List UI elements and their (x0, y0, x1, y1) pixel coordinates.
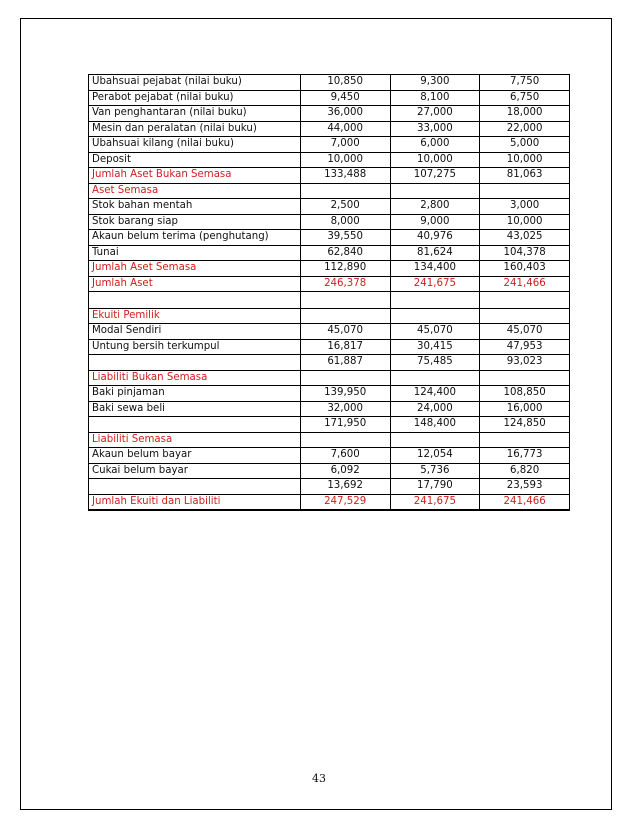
table-row (89, 214, 570, 230)
value-col-2 (390, 308, 480, 324)
value-col-2: 33,000 (390, 121, 480, 137)
value-col-2: 107,275 (390, 168, 480, 184)
value-col-1: 171,950 (300, 417, 390, 433)
value-col-2: 5,736 (390, 463, 480, 479)
value-col-1: 112,890 (300, 261, 390, 277)
value-col-3: 45,070 (480, 324, 570, 340)
value-col-2: 6,000 (390, 137, 480, 153)
row-label: Mesin dan peralatan (nilai buku) (89, 121, 301, 137)
value-col-2: 2,800 (390, 199, 480, 215)
value-col-1: 139,950 (300, 386, 390, 402)
value-col-1: 39,550 (300, 230, 390, 246)
table-row (89, 401, 570, 417)
value-col-3: 241,466 (480, 494, 570, 510)
table-row (89, 463, 570, 479)
value-col-3 (480, 183, 570, 199)
value-col-2: 148,400 (390, 417, 480, 433)
value-col-1: 6,092 (300, 463, 390, 479)
value-col-2: 124,400 (390, 386, 480, 402)
value-col-2: 24,000 (390, 401, 480, 417)
row-label: Cukai belum bayar (89, 463, 301, 479)
value-col-3 (480, 432, 570, 448)
value-col-1: 36,000 (300, 106, 390, 122)
table-row (89, 479, 570, 495)
row-label (89, 355, 301, 371)
value-col-1 (300, 370, 390, 386)
value-col-3: 10,000 (480, 214, 570, 230)
row-label: Liabiliti Bukan Semasa (89, 370, 301, 386)
value-col-3: 43,025 (480, 230, 570, 246)
row-label: Ubahsuai kilang (nilai buku) (89, 137, 301, 153)
table-row (89, 355, 570, 371)
table-row (89, 494, 570, 510)
value-col-1: 61,887 (300, 355, 390, 371)
table-row (89, 106, 570, 122)
table-row (89, 432, 570, 448)
table-row (89, 386, 570, 402)
table-row (89, 75, 570, 91)
table-row (89, 370, 570, 386)
value-col-2 (390, 432, 480, 448)
table-row (89, 245, 570, 261)
table-row (89, 168, 570, 184)
row-label: Modal Sendiri (89, 324, 301, 340)
table-row (89, 230, 570, 246)
row-label: Baki sewa beli (89, 401, 301, 417)
page-number: 43 (312, 772, 326, 785)
value-col-1: 247,529 (300, 494, 390, 510)
value-col-3: 93,023 (480, 355, 570, 371)
value-col-1: 10,000 (300, 152, 390, 168)
value-col-1: 7,600 (300, 448, 390, 464)
value-col-2 (390, 370, 480, 386)
row-label: Tunai (89, 245, 301, 261)
value-col-3: 241,466 (480, 276, 570, 292)
table-row (89, 90, 570, 106)
value-col-1: 7,000 (300, 137, 390, 153)
value-col-2: 10,000 (390, 152, 480, 168)
value-col-2: 9,300 (390, 75, 480, 91)
value-col-3: 108,850 (480, 386, 570, 402)
value-col-2: 45,070 (390, 324, 480, 340)
value-col-3 (480, 292, 570, 309)
row-label: Jumlah Aset Semasa (89, 261, 301, 277)
table-row (89, 308, 570, 324)
row-label: Ekuiti Pemilik (89, 308, 301, 324)
balance-sheet-body (89, 75, 570, 510)
value-col-3: 5,000 (480, 137, 570, 153)
row-label: Untung bersih terkumpul (89, 339, 301, 355)
table-row (89, 152, 570, 168)
value-col-2: 12,054 (390, 448, 480, 464)
value-col-3 (480, 308, 570, 324)
value-col-3: 23,593 (480, 479, 570, 495)
value-col-2 (390, 292, 480, 309)
value-col-1: 45,070 (300, 324, 390, 340)
row-label (89, 479, 301, 495)
value-col-2: 30,415 (390, 339, 480, 355)
value-col-3: 10,000 (480, 152, 570, 168)
value-col-3: 18,000 (480, 106, 570, 122)
value-col-2: 81,624 (390, 245, 480, 261)
row-label: Stok bahan mentah (89, 199, 301, 215)
table-row (89, 292, 570, 309)
value-col-1: 62,840 (300, 245, 390, 261)
value-col-2: 17,790 (390, 479, 480, 495)
value-col-1: 8,000 (300, 214, 390, 230)
row-label: Jumlah Aset (89, 276, 301, 292)
value-col-1: 133,488 (300, 168, 390, 184)
row-label: Akaun belum terima (penghutang) (89, 230, 301, 246)
value-col-1: 16,817 (300, 339, 390, 355)
value-col-1 (300, 308, 390, 324)
value-col-2: 27,000 (390, 106, 480, 122)
value-col-3: 22,000 (480, 121, 570, 137)
value-col-2: 134,400 (390, 261, 480, 277)
value-col-3: 160,403 (480, 261, 570, 277)
row-label: Deposit (89, 152, 301, 168)
row-label (89, 417, 301, 433)
value-col-3: 7,750 (480, 75, 570, 91)
table-row (89, 339, 570, 355)
value-col-3: 47,953 (480, 339, 570, 355)
value-col-3: 16,000 (480, 401, 570, 417)
row-label: Aset Semasa (89, 183, 301, 199)
row-label: Van penghantaran (nilai buku) (89, 106, 301, 122)
value-col-1: 13,692 (300, 479, 390, 495)
value-col-3: 81,063 (480, 168, 570, 184)
value-col-2: 40,976 (390, 230, 480, 246)
row-label: Jumlah Ekuiti dan Liabiliti (89, 494, 301, 510)
value-col-3: 124,850 (480, 417, 570, 433)
value-col-2: 8,100 (390, 90, 480, 106)
row-label (89, 292, 301, 309)
value-col-1 (300, 292, 390, 309)
value-col-2: 75,485 (390, 355, 480, 371)
value-col-1: 44,000 (300, 121, 390, 137)
row-label: Baki pinjaman (89, 386, 301, 402)
table-row (89, 137, 570, 153)
row-label: Perabot pejabat (nilai buku) (89, 90, 301, 106)
value-col-2: 241,675 (390, 276, 480, 292)
balance-sheet-table (88, 74, 570, 511)
value-col-2 (390, 183, 480, 199)
value-col-1 (300, 183, 390, 199)
value-col-1: 246,378 (300, 276, 390, 292)
row-label: Stok barang siap (89, 214, 301, 230)
row-label: Liabiliti Semasa (89, 432, 301, 448)
table-row (89, 324, 570, 340)
value-col-3: 104,378 (480, 245, 570, 261)
table-row (89, 183, 570, 199)
value-col-3: 16,773 (480, 448, 570, 464)
table-row (89, 448, 570, 464)
row-label: Ubahsuai pejabat (nilai buku) (89, 75, 301, 91)
table-row (89, 199, 570, 215)
value-col-1: 9,450 (300, 90, 390, 106)
value-col-1: 10,850 (300, 75, 390, 91)
table-row (89, 261, 570, 277)
value-col-1 (300, 432, 390, 448)
value-col-3: 3,000 (480, 199, 570, 215)
value-col-1: 32,000 (300, 401, 390, 417)
table-row (89, 276, 570, 292)
table-row (89, 417, 570, 433)
value-col-3: 6,820 (480, 463, 570, 479)
row-label: Jumlah Aset Bukan Semasa (89, 168, 301, 184)
value-col-3 (480, 370, 570, 386)
value-col-2: 241,675 (390, 494, 480, 510)
value-col-2: 9,000 (390, 214, 480, 230)
row-label: Akaun belum bayar (89, 448, 301, 464)
value-col-3: 6,750 (480, 90, 570, 106)
table-row (89, 121, 570, 137)
value-col-1: 2,500 (300, 199, 390, 215)
